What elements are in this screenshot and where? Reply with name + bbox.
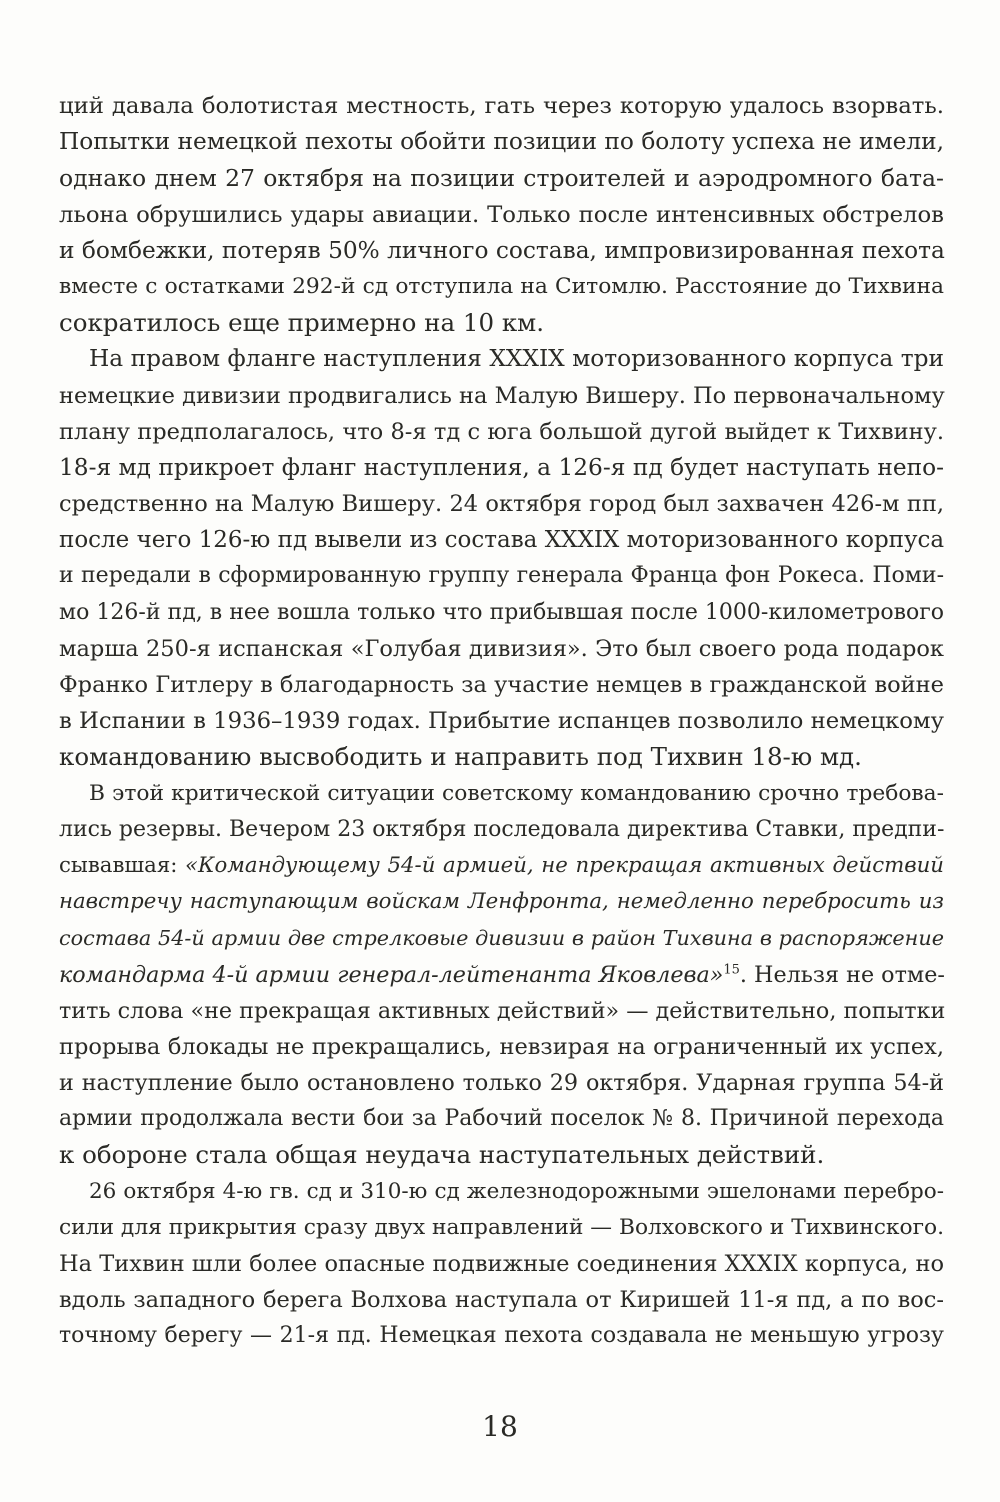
text-line: ций давала болотистая местность, гать через которую удалось взорвать. (59, 93, 944, 119)
text-line: На Тихвин шли более опасные подвижные соединения XXXIX корпуса, но (59, 1251, 944, 1277)
text-line: к обороне стала общая неудача наступательных действий. (59, 1140, 825, 1170)
body-text (59, 88, 944, 1355)
quotation-line: навстречу наступающим войскам Ленфронта, немедленно перебросить из (59, 889, 944, 915)
text-line: вместе с остатками 292-й сд отступила на Ситомлю. Расстояние до Тихвина (59, 273, 944, 299)
text-line: мо 126-й пд, в нее вошла только что прибывшая после 1000-километрового (59, 599, 944, 625)
paragraph-3 (59, 776, 944, 1174)
text-line: и бомбежки, потеряв 50% личного состава, импровизированная пехота (59, 236, 945, 264)
text-line: Попытки немецкой пехоты обойти позиции по болоту успеха не имели, (59, 128, 944, 156)
text-line: сили для прикрытия сразу двух направлений — Волховского и Тихвинского. (59, 1214, 944, 1240)
text-line: 26 октября 4-ю гв. сд и 310-ю сд железнодорожными эшелонами перебро- (89, 1178, 944, 1204)
quotation-text: «Командующему 54-й армией, не прекращая активных действий (185, 852, 944, 878)
text-line (59, 957, 944, 993)
quotation-line: состава 54-й армии две стрелковые дивизии в район Тихвина в распоряжение (59, 926, 944, 951)
text-line: немецкие дивизии продвигались на Малую Вишеру. По первоначальному (59, 382, 945, 409)
text-line: марша 250-я испанская «Голубая дивизия». Это был своего рода подарок (59, 635, 944, 662)
text-run: . Нельзя не отме- (739, 961, 945, 988)
footnote-marker[interactable]: 15 (723, 962, 740, 978)
paragraph-4 (59, 1174, 944, 1355)
text-line: точному берегу — 21-я пд. Немецкая пехота создавала не меньшую угрозу (59, 1323, 944, 1349)
text-line: однако днем 27 октября на позиции строителей и аэродромного бата- (59, 164, 944, 193)
text-line: сократилось еще примерно на 10 км. (59, 308, 544, 338)
text-line: и передали в сформированную группу генерала Франца фон Рокеса. Поми- (59, 563, 944, 589)
text-line: в Испании в 1936–1939 годах. Прибытие испанцев позволило немецкому (59, 708, 944, 735)
text-line: средственно на Малую Вишеру. 24 октября город был захвачен 426-м пп, (59, 491, 944, 518)
text-line: после чего 126-ю пд вывели из состава XXXIX моторизованного корпуса (59, 527, 945, 554)
quotation-text: командарма 4-й армии генерал-лейтенанта Яковлева» (59, 961, 724, 988)
text-line: плану предполагалось, что 8-я тд с юга большой дугой выйдет к Тихвину. (59, 418, 944, 445)
text-line: прорыва блокады не прекращались, невзирая на ограниченный их успех, (59, 1033, 944, 1060)
page-number: 18 (482, 1410, 518, 1443)
paragraph-1 (59, 88, 944, 341)
text-line: тить слова «не прекращая активных действий» — действительно, попытки (59, 997, 946, 1024)
text-line: В этой критической ситуации советскому командованию срочно требова- (89, 780, 944, 806)
text-line: льона обрушились удары авиации. Только после интенсивных обстрелов (59, 201, 944, 228)
text-line: вдоль западного берега Волхова наступала от Киришей 11-я пд, а по вос- (59, 1287, 944, 1314)
paragraph-2 (59, 341, 944, 775)
text-line: На правом фланге наступления XXXIX моторизованного корпуса три (89, 345, 944, 373)
text-line: 18-я мд прикроет фланг наступления, а 126-я пд будет наступать непо- (59, 453, 944, 481)
text-line (59, 848, 944, 884)
text-line: командованию высвободить и направить под Тихвин 18-ю мд. (59, 742, 862, 772)
text-line: и наступление было остановлено только 29 октября. Ударная группа 54-й (59, 1070, 944, 1097)
text-run: сывавшая: (59, 852, 186, 878)
text-line: Франко Гитлеру в благодарность за участие немцев в гражданской войне (59, 672, 944, 698)
text-line: лись резервы. Вечером 23 октября последовала директива Ставки, предпи- (59, 816, 945, 842)
text-line: армии продолжала вести бои за Рабочий поселок № 8. Причиной перехода (59, 1106, 944, 1132)
